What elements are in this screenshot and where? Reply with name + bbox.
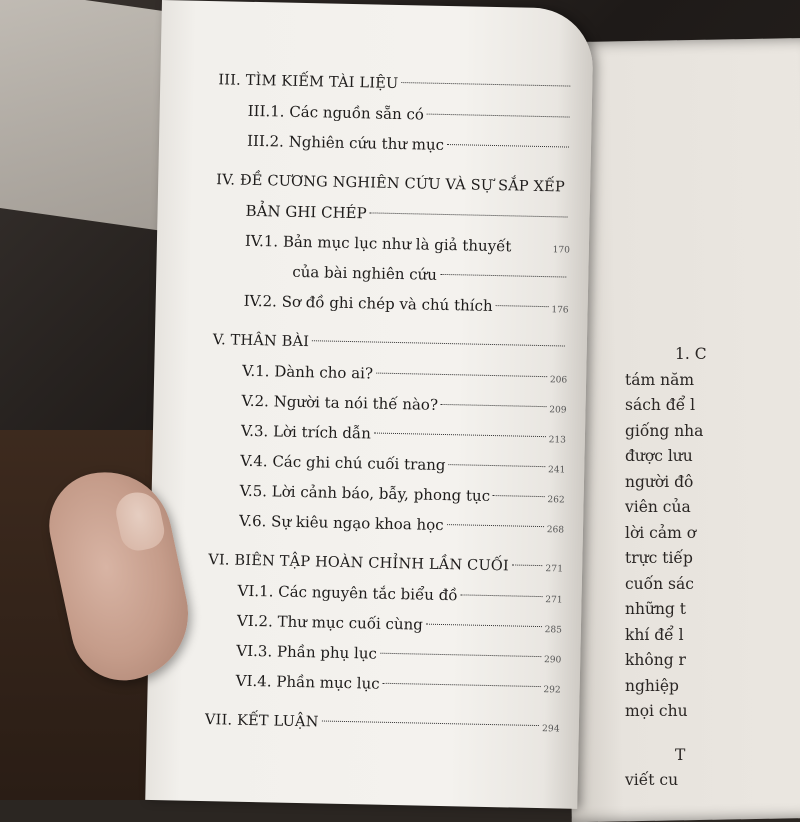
toc-entry	[213, 285, 569, 322]
toc-entry-page: 268	[546, 525, 565, 536]
right-page-line: khí để l	[625, 625, 684, 644]
toc-entry-title: V.5. Lời cảnh báo, bẫy, phong tục	[239, 481, 491, 505]
toc-leader-dots	[370, 212, 568, 217]
toc-leader-dots	[376, 373, 547, 378]
toc-leader-dots	[493, 495, 544, 497]
right-page-text	[625, 342, 800, 794]
right-page-line: cuốn sác	[625, 574, 694, 593]
table-of-contents	[205, 65, 574, 742]
toc-entry-title: V.4. Các ghi chú cuối trang	[240, 451, 446, 475]
toc-entry-title: IV.2. Sơ đồ ghi chép và chú thích	[243, 291, 493, 315]
toc-entry-page: 294	[541, 724, 560, 735]
right-page-line: sách để l	[625, 396, 696, 414]
toc-leader-dots	[447, 524, 544, 527]
right-page-line: mọi chu	[625, 702, 688, 720]
toc-entry-page: 262	[547, 495, 565, 506]
toc-entry-title: V.2. Người ta nói thế nào?	[241, 391, 439, 414]
toc-leader-dots	[322, 721, 540, 727]
toc-entry	[209, 505, 565, 542]
toc-entry-title: VI.2. Thư mục cuối cùng	[236, 611, 424, 634]
toc-entry-title: VI.3. Phần phụ lục	[236, 641, 378, 663]
toc-leader-dots	[427, 114, 570, 118]
toc-entry-page: 213	[548, 435, 566, 446]
toc-entry-page: 241	[547, 465, 566, 476]
right-page-line: không r	[625, 651, 686, 669]
toc-entry-title: IV. ĐỀ CƯƠNG NGHIÊN CỨU VÀ SỰ SẮP XẾP	[216, 172, 566, 196]
toc-entry-title: VI.4. Phần mục lục	[235, 671, 380, 693]
toc-entry-title: III.2. Nghiên cứu thư mục	[246, 131, 445, 154]
right-page-line: T	[675, 745, 686, 764]
toc-entry-title: III.1. Các nguồn sẵn có	[247, 101, 425, 124]
toc-leader-dots	[512, 564, 543, 566]
toc-entry-page: 176	[551, 305, 569, 316]
toc-entry-title: của bài nghiên cứu	[292, 262, 438, 284]
toc-entry	[205, 705, 561, 742]
toc-entry-page: 170	[552, 245, 570, 256]
toc-entry-page: 209	[549, 405, 567, 416]
toc-entry-title: VI. BIÊN TẬP HOÀN CHỈNH LẦN CUỐI	[208, 552, 510, 575]
right-page-line: tám năm	[625, 370, 695, 389]
right-page-line: được lưu	[625, 447, 693, 465]
toc-entry-title: IV.1. Bản mục lục như là giả thuyết	[244, 231, 512, 256]
right-page-line: viên của	[625, 498, 691, 516]
toc-entry-title: V.6. Sự kiêu ngạo khoa học	[238, 511, 444, 535]
background-card	[0, 0, 170, 232]
toc-entry	[205, 665, 561, 702]
toc-leader-dots	[426, 624, 542, 627]
right-page-line: lời cảm ơ	[625, 523, 697, 542]
toc-leader-dots	[374, 433, 546, 438]
right-page-line: trực tiếp	[625, 549, 693, 567]
toc-leader-dots	[312, 340, 565, 346]
toc-entry-title: V. THÂN BÀI	[212, 332, 310, 351]
toc-leader-dots	[449, 464, 546, 467]
right-page-line: những t	[625, 600, 687, 618]
toc-entry-title: V.1. Dành cho ai?	[242, 361, 374, 383]
right-page-line: 1. C	[675, 345, 707, 363]
toc-leader-dots	[441, 404, 546, 407]
right-page-line	[625, 725, 800, 743]
right-page-line: nghiệp	[625, 676, 679, 695]
toc-leader-dots	[401, 82, 570, 87]
toc-entry	[217, 125, 573, 162]
toc-leader-dots	[440, 274, 566, 278]
toc-leader-dots	[460, 594, 542, 597]
toc-entry-title: BẢN GHI CHÉP	[245, 201, 367, 223]
right-page-line: giống nha	[625, 421, 704, 440]
toc-leader-dots	[383, 683, 541, 687]
toc-entry-page: 290	[543, 655, 562, 666]
toc-leader-dots	[447, 144, 569, 148]
right-page-line: người đô	[625, 472, 694, 491]
toc-leader-dots	[380, 653, 541, 657]
toc-entry-page: 271	[545, 564, 564, 575]
toc-leader-dots	[496, 305, 549, 307]
toc-entry-page: 292	[543, 685, 561, 696]
toc-entry-page: 285	[544, 625, 562, 636]
right-page-line: viết cu	[625, 771, 679, 789]
toc-entry-title: VII. KẾT LUẬN	[204, 712, 319, 731]
toc-entry-title: VI.1. Các nguyên tắc biểu đồ	[237, 581, 458, 605]
toc-entry-title: III. TÌM KIẾM TÀI LIỆU	[218, 72, 399, 92]
toc-entry-page: 206	[549, 375, 568, 386]
toc-entry-page: 271	[545, 595, 563, 606]
toc-entry-title: V.3. Lời trích dẫn	[240, 421, 372, 443]
left-book-page	[145, 0, 594, 809]
